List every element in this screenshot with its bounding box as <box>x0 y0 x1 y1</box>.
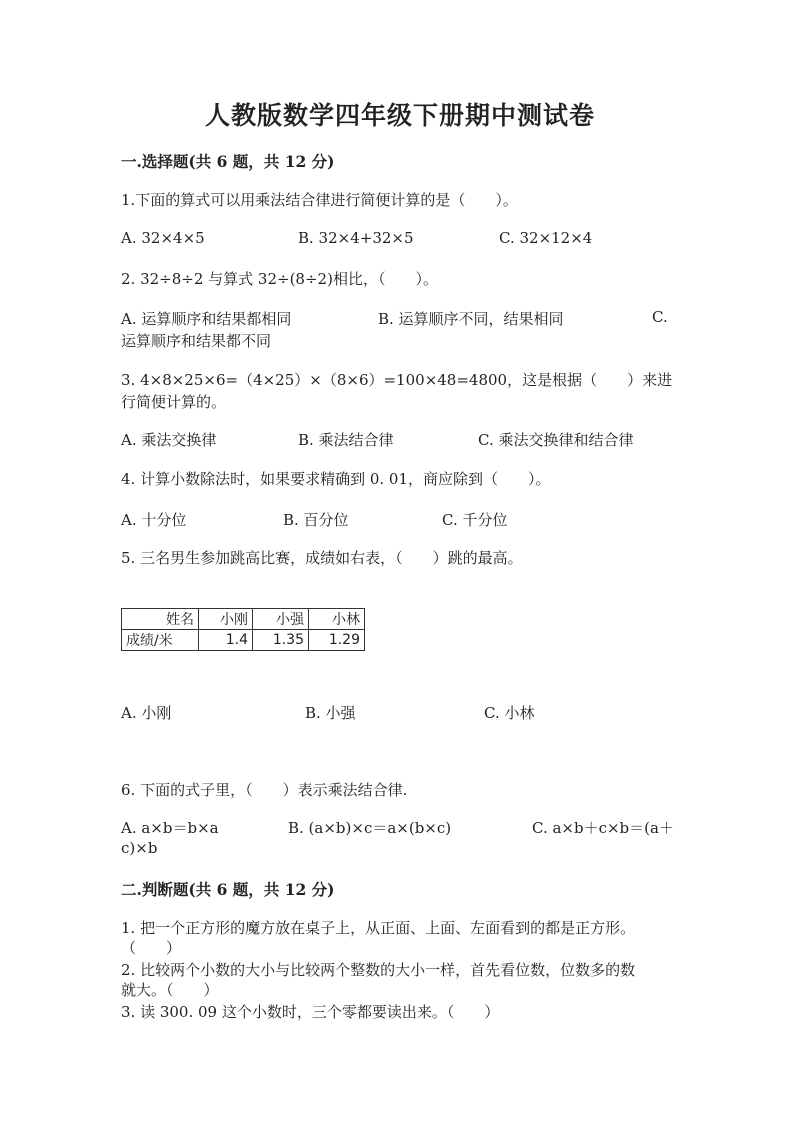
section-heading-judge: 二.判断题(共 6 题，共 12 分) <box>121 880 335 899</box>
judge-question-2-text: 2. 比较两个小数的大小与比较两个整数的大小一样，首先看位数，位数多的数 <box>121 961 636 979</box>
table-cell: 小强 <box>253 609 309 630</box>
question-3-text: 3. 4×8×25×6=（4×25）×（8×6）=100×48=4800，这是根据（ ）来进 <box>121 371 673 389</box>
question-2-option-a: A. 运算顺序和结果都相同 <box>121 310 292 328</box>
question-3-option-c: C. 乘法交换律和结合律 <box>478 431 634 449</box>
question-4-text: 4. 计算小数除法时，如果要求精确到 0. 01，商应除到（ ）。 <box>121 470 551 488</box>
question-5-option-c: C. 小林 <box>484 704 535 722</box>
table-header-row <box>122 609 365 630</box>
question-3-option-b: B. 乘法结合律 <box>298 431 394 449</box>
question-6-option-a: A. a×b＝b×a <box>121 819 219 837</box>
question-2-text: 2. 32÷8÷2 与算式 32÷(8÷2)相比，（ ）。 <box>121 270 438 288</box>
question-6-option-c-cont: c)×b <box>121 839 158 857</box>
question-1-text: 1.下面的算式可以用乘法结合律进行简便计算的是（ ）。 <box>121 191 518 209</box>
question-4-option-c: C. 千分位 <box>442 511 508 529</box>
table-cell: 1.29 <box>309 630 365 651</box>
question-5-option-a: A. 小刚 <box>121 704 172 722</box>
judge-question-3-text: 3. 读 300. 09 这个小数时，三个零都要读出来。（ ） <box>121 1003 500 1021</box>
question-3-option-a: A. 乘法交换律 <box>121 431 217 449</box>
question-6-text: 6. 下面的式子里，（ ）表示乘法结合律. <box>121 781 408 799</box>
table-cell: 姓名 <box>122 609 199 630</box>
question-6-option-c: C. a×b＋c×b＝(a＋ <box>532 819 674 837</box>
judge-question-1-text-cont: （ ） <box>121 939 182 957</box>
table-cell: 小刚 <box>199 609 253 630</box>
high-jump-score-table <box>121 608 365 651</box>
question-3-text-cont: 行简便计算的。 <box>121 393 227 411</box>
section-heading-choice: 一.选择题(共 6 题，共 12 分) <box>121 152 335 171</box>
question-4-option-b: B. 百分位 <box>283 511 349 529</box>
table-cell: 1.35 <box>253 630 309 651</box>
page-title: 人教版数学四年级下册期中测试卷 <box>204 101 595 130</box>
question-6-option-b: B. (a×b)×c＝a×(b×c) <box>288 819 452 837</box>
question-2-option-c-cont: 运算顺序和结果都不同 <box>121 332 272 350</box>
table-cell: 小林 <box>309 609 365 630</box>
question-2-option-c: C. <box>652 308 668 326</box>
question-5-option-b: B. 小强 <box>305 704 356 722</box>
question-1-option-a: A. 32×4×5 <box>121 229 205 247</box>
question-5-text: 5. 三名男生参加跳高比赛，成绩如右表，（ ）跳的最高。 <box>121 549 523 567</box>
table-row <box>122 630 365 651</box>
table-cell: 成绩/米 <box>122 630 199 651</box>
question-1-option-b: B. 32×4+32×5 <box>298 229 414 247</box>
judge-question-1-text: 1. 把一个正方形的魔方放在桌子上，从正面、上面、左面看到的都是正方形。 <box>121 919 636 937</box>
table-cell: 1.4 <box>199 630 253 651</box>
question-4-option-a: A. 十分位 <box>121 511 187 529</box>
question-2-option-b: B. 运算顺序不同，结果相同 <box>378 310 564 328</box>
question-1-option-c: C. 32×12×4 <box>499 229 593 247</box>
judge-question-2-text-cont: 就大。（ ） <box>121 981 219 999</box>
